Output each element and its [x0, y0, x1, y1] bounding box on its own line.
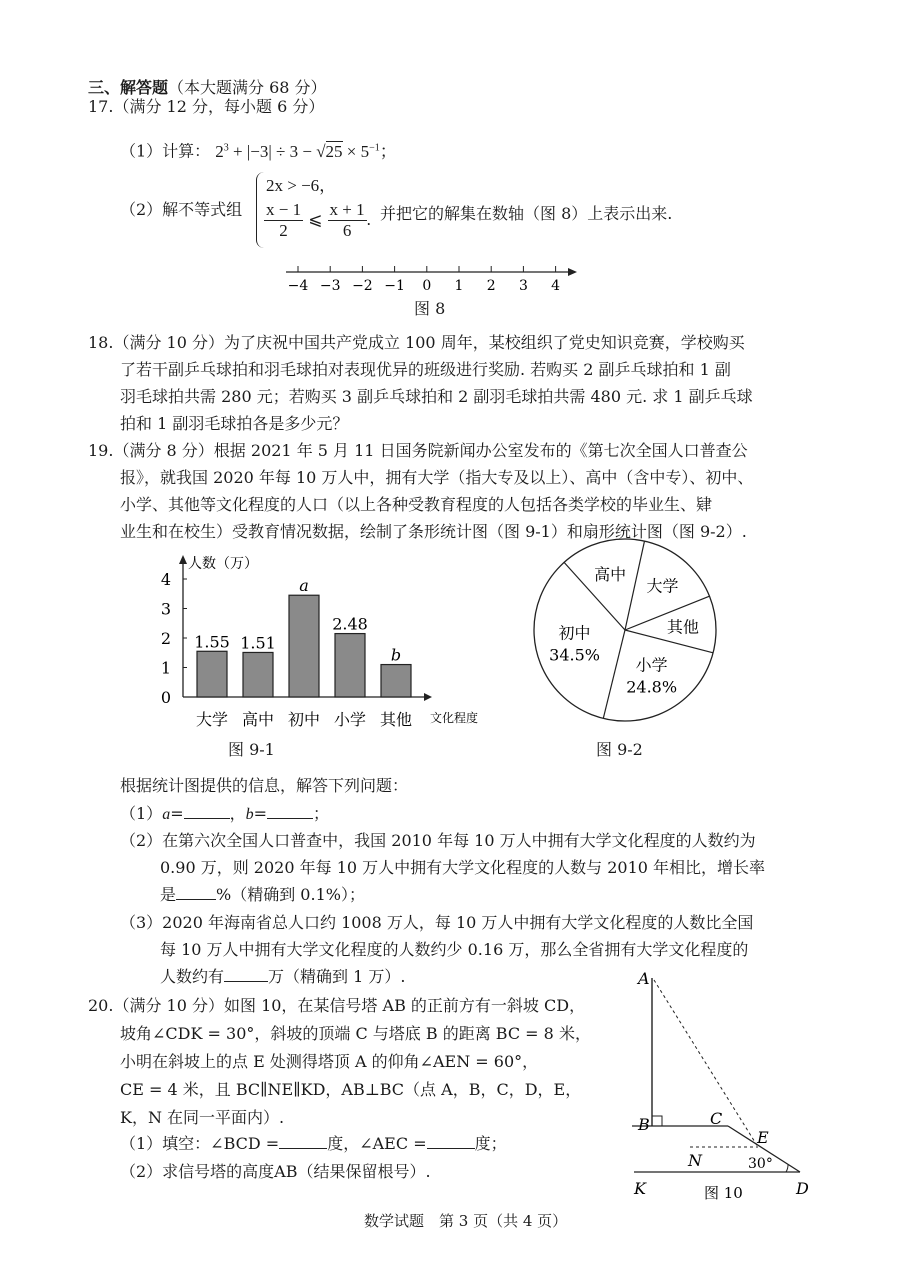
bar-data-label: 2.48	[332, 614, 368, 634]
y-tick-label: 3	[160, 599, 172, 619]
y-tick-label: 0	[160, 688, 172, 707]
text-line: 18.（满分 10 分）为了庆祝中国共产党成立 100 周年，某校组织了党史知识竞赛，学校购买	[88, 333, 745, 352]
q19-part2-line: （2）在第六次全国人口普查中，我国 2010 年每 10 万人中拥有大学文化程度的人数约为	[120, 831, 756, 850]
text-line: 19.（满分 8 分）根据 2021 年 5 月 11 日国务院新闻办公室发布的《第七次全国人口普查公	[88, 441, 748, 460]
answer-blank-bcd[interactable]	[279, 1134, 327, 1149]
slice-label-小学: 小学	[635, 655, 668, 675]
figure-10-diagram	[632, 969, 809, 1202]
tick-label: 1	[454, 278, 464, 294]
text-line: CE = 4 米，且 BC∥NE∥KD，AB⊥BC（点 A，B，C，D，E，	[120, 1080, 582, 1099]
text-line: 坡角∠CDK = 30°，斜坡的顶端 C 与塔底 B 的距离 BC = 8 米，	[120, 1024, 591, 1043]
y-axis-label: 人数（万）	[188, 556, 258, 572]
q17-part2-label: （2）解不等式组	[120, 200, 243, 219]
answer-blank-b[interactable]	[267, 804, 313, 819]
q17-part1-label: （1）计算：	[120, 141, 211, 161]
right-angle-mark	[652, 1116, 662, 1126]
x-axis-label: 文化程度	[430, 711, 479, 725]
category-label: 大学	[195, 710, 229, 729]
y-tick-label: 4	[160, 570, 172, 589]
y-tick-label: 1	[160, 658, 172, 678]
bar-data-label: 1.51	[240, 633, 276, 653]
angle-arc	[786, 1164, 788, 1172]
category-label: 初中	[287, 710, 321, 729]
fig9-1-caption: 图 9-1	[228, 740, 275, 759]
label-b: B	[638, 1115, 650, 1134]
q19-intro: 根据统计图提供的信息，解答下列问题：	[120, 776, 409, 795]
text-line: 羽毛球拍共需 280 元；若购买 3 副乒乓球拍和 2 副羽毛球拍共需 480 元. 求 1 副乒乓球	[120, 387, 753, 406]
inequality-2: $\frac{x - 1}{2}$ ⩽ $\frac{x + 1}{6}$ .	[266, 200, 371, 240]
text-line: 业生和在校生）受教育情况数据，绘制了条形统计图（图 9-1）和扇形统计图（图 9-2）.	[120, 522, 747, 541]
answer-blank-count[interactable]	[224, 967, 268, 982]
label-e: E	[757, 1128, 769, 1147]
slice-label-高中: 高中	[594, 564, 627, 584]
text-line: 20.（满分 10 分）如图 10，在某信号塔 AB 的正前方有一斜坡 CD，	[88, 996, 586, 1015]
label-angle: 30°	[748, 1156, 773, 1172]
inequality-1: 2x > −6，	[266, 176, 337, 195]
answer-blank-rate[interactable]	[176, 885, 216, 900]
section-note: （本大题满分 68 分）	[168, 78, 327, 97]
tick-label: −4	[287, 278, 309, 294]
bar-data-label: 1.55	[194, 632, 230, 652]
tick-label: 4	[551, 278, 561, 294]
section-title: 三、解答题	[88, 78, 169, 97]
bar-高中	[243, 652, 273, 697]
q19-part3-line: （3）2020 年海南省总人口约 1008 万人，每 10 万人中拥有大学文化程度的人数比全国	[120, 913, 754, 932]
label-d: D	[796, 1179, 809, 1198]
bar-chart	[161, 555, 478, 729]
q19-part1: （1）a= ，b= ；	[120, 804, 330, 823]
x-axis-arrow	[424, 693, 432, 701]
q17-head: 17.（满分 12 分，每小题 6 分）	[88, 97, 325, 116]
slice-percent: 24.8%	[626, 677, 678, 697]
answer-blank-a[interactable]	[184, 804, 230, 819]
label-c: C	[710, 1109, 723, 1128]
slice-label-初中: 初中	[558, 623, 591, 643]
label-n: N	[688, 1151, 702, 1170]
fig9-2-caption: 图 9-2	[596, 740, 643, 759]
bar-初中	[289, 595, 319, 697]
q19-part2-last: 是 %（精确到 0.1%）；	[160, 885, 365, 904]
text-line: K，N 在同一平面内）.	[120, 1108, 285, 1127]
y-axis-arrow	[179, 555, 187, 564]
fig10-caption: 图 10	[704, 1184, 743, 1202]
tick-label: 3	[518, 278, 528, 294]
category-label: 小学	[333, 710, 367, 729]
pie-chart	[534, 539, 716, 721]
bar-其他	[381, 665, 411, 697]
q19-part2-line: 0.90 万，则 2020 年每 10 万人中拥有大学文化程度的人数与 2010 年相比，增长率	[160, 858, 766, 877]
text-line: 小明在斜坡上的点 E 处测得塔顶 A 的仰角∠AEN = 60°，	[120, 1052, 539, 1071]
tick-label: 0	[422, 278, 432, 294]
q17-part2-tail: 并把它的解集在数轴（图 8）上表示出来.	[380, 204, 673, 223]
slice-label-其他: 其他	[666, 617, 699, 637]
bar-小学	[335, 634, 365, 697]
q19-part3-last: 人数约有 万（精确到 1 万）.	[160, 967, 406, 986]
q20-part2: （2）求信号塔的高度AB（结果保留根号）.	[120, 1162, 431, 1181]
sight-line-ae	[654, 980, 758, 1147]
bar-data-label: a	[299, 576, 309, 596]
text-line: 了若干副乒乓球拍和羽毛球拍对表现优异的班级进行奖励. 若购买 2 副乒乓球拍和 1 副	[120, 360, 731, 379]
page-footer: 数学试题 第 3 页（共 4 页）	[364, 1212, 568, 1230]
label-k: K	[634, 1179, 646, 1198]
y-tick-label: 2	[160, 629, 172, 648]
text-line: 拍和 1 副羽毛球拍各是多少元？	[120, 414, 349, 433]
bar-大学	[197, 651, 227, 697]
category-label: 其他	[379, 710, 413, 729]
q20-part1: （1）填空：∠BCD = 度，∠AEC = 度；	[120, 1134, 507, 1153]
category-label: 高中	[241, 710, 275, 729]
bar-data-label: b	[390, 645, 402, 665]
tick-label: −2	[352, 278, 373, 294]
answer-blank-aec[interactable]	[427, 1134, 475, 1149]
q19-part3-line: 每 10 万人中拥有大学文化程度的人数约少 0.16 万，那么全省拥有大学文化程度的	[160, 940, 749, 959]
slice-percent: 34.5%	[549, 645, 600, 665]
number-line	[286, 266, 577, 294]
q17-part1-expression: $2^3 + |-3| \div 3 - √25 \times 5^{-1}$；	[215, 141, 397, 161]
tick-label: −1	[384, 278, 405, 294]
tick-label: −3	[319, 278, 341, 294]
slice-label-大学: 大学	[646, 576, 679, 596]
tick-label: 2	[486, 278, 496, 294]
label-a: A	[638, 969, 650, 988]
text-line: 小学、其他等文化程度的人口（以上各种受教育程度的人包括各类学校的毕业生、肄	[120, 495, 713, 514]
fig8-caption: 图 8	[414, 299, 446, 318]
text-line: 报》，就我国 2020 年每 10 万人中，拥有大学（指大专及以上）、高中（含中专）、初中、	[120, 468, 754, 487]
